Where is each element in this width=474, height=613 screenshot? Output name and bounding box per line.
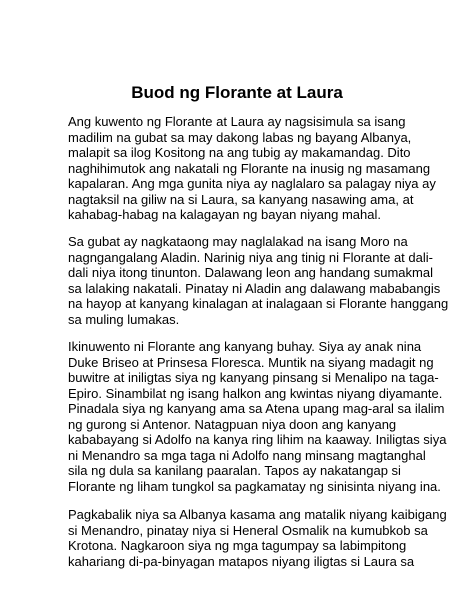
text-line: sila ng dula sa kanilang paaralan. Tapos ay nakatangap si — [68, 463, 401, 478]
text-line: kahabag-habag na kalagayan ng bayan niyang mahal. — [68, 207, 381, 222]
text-line: Pagkabalik niya sa Albanya kasama ang matalik niyang kaibigang — [68, 507, 447, 522]
paragraph-4 — [68, 507, 447, 569]
text-line: sa lalaking nakatali. Pinatay ni Aladin ang dalawang mababangis — [68, 280, 441, 296]
text-line: ni Menandro sa mga taga ni Adolfo nang minsang magtanghal — [68, 447, 426, 463]
text-line: naghihimutok ang nakatali ng Florante na inusig ng masamang — [68, 160, 431, 176]
text-line: kapalaran. Ang mga gunita niya ay naglalaro sa palagay niya ay — [68, 176, 436, 191]
text-line: Duke Briseo at Prinsesa Floresca. Muntik na siyang madagit ng — [68, 354, 434, 370]
text-line: na hayop at kanyang kinalagan at inalagaan si Florante hanggang — [68, 296, 449, 311]
text-line: sa muling lumakas. — [68, 311, 180, 327]
text-line: nagngangalang Aladin. Narinig niya ang tinig ni Florante at dali- — [68, 249, 433, 265]
text-line: Ikinuwento ni Florante ang kanyang buhay. Siya ay anak nina — [68, 339, 422, 354]
text-line: si Menandro, pinatay niya si Heneral Osmalik na kumubkob sa — [68, 522, 428, 538]
paragraph-3 — [68, 339, 447, 494]
text-line: kahariang di-pa-binyagan matapos niyang iligtas si Laura sa — [68, 553, 415, 569]
paragraph-1 — [68, 114, 436, 223]
text-line: Epiro. Sinambilat ng isang halkon ang kwintas niyang diyamante. — [68, 385, 443, 401]
text-line: kababayang si Adolfo na kanya ring lihim na kaaway. Iniligtas siya — [68, 432, 447, 447]
text-line: madilim na gubat sa may dakong labas ng bayang Albanya, — [68, 129, 412, 145]
text-line: Florante ng liham tungkol sa pagkamatay ng sinisinta niyang ina. — [68, 478, 441, 494]
text-line: buwitre at iniligtas siya ng kanyang pinsang si Menalipo na taga- — [68, 370, 439, 385]
text-line: Krotona. Nagkaroon siya ng mga tagumpay sa labimpitong — [68, 538, 407, 553]
page-title: Buod ng Florante at Laura — [131, 83, 343, 102]
text-line: ng gurong si Antenor. Natagpuan niya doon ang kanyang — [68, 416, 397, 432]
text-line: nagtaksil na giliw na si Laura, sa kanyang nasawing ama, at — [68, 191, 414, 207]
text-line: Ang kuwento ng Florante at Laura ay nagsisimula sa isang — [68, 114, 406, 129]
text-line: Sa gubat ay nagkataong may naglalakad na isang Moro na — [68, 234, 408, 249]
text-line: malapit sa ilog Kositong na ang tubig ay makamandag. Dito — [68, 145, 411, 160]
text-line: Pinadala siya ng kanyang ama sa Atena upang mag-aral sa ilalim — [68, 401, 445, 416]
text-line: dali niya itong tinunton. Dalawang leon ang handang sumakmal — [68, 265, 433, 280]
paragraph-2 — [68, 234, 449, 327]
